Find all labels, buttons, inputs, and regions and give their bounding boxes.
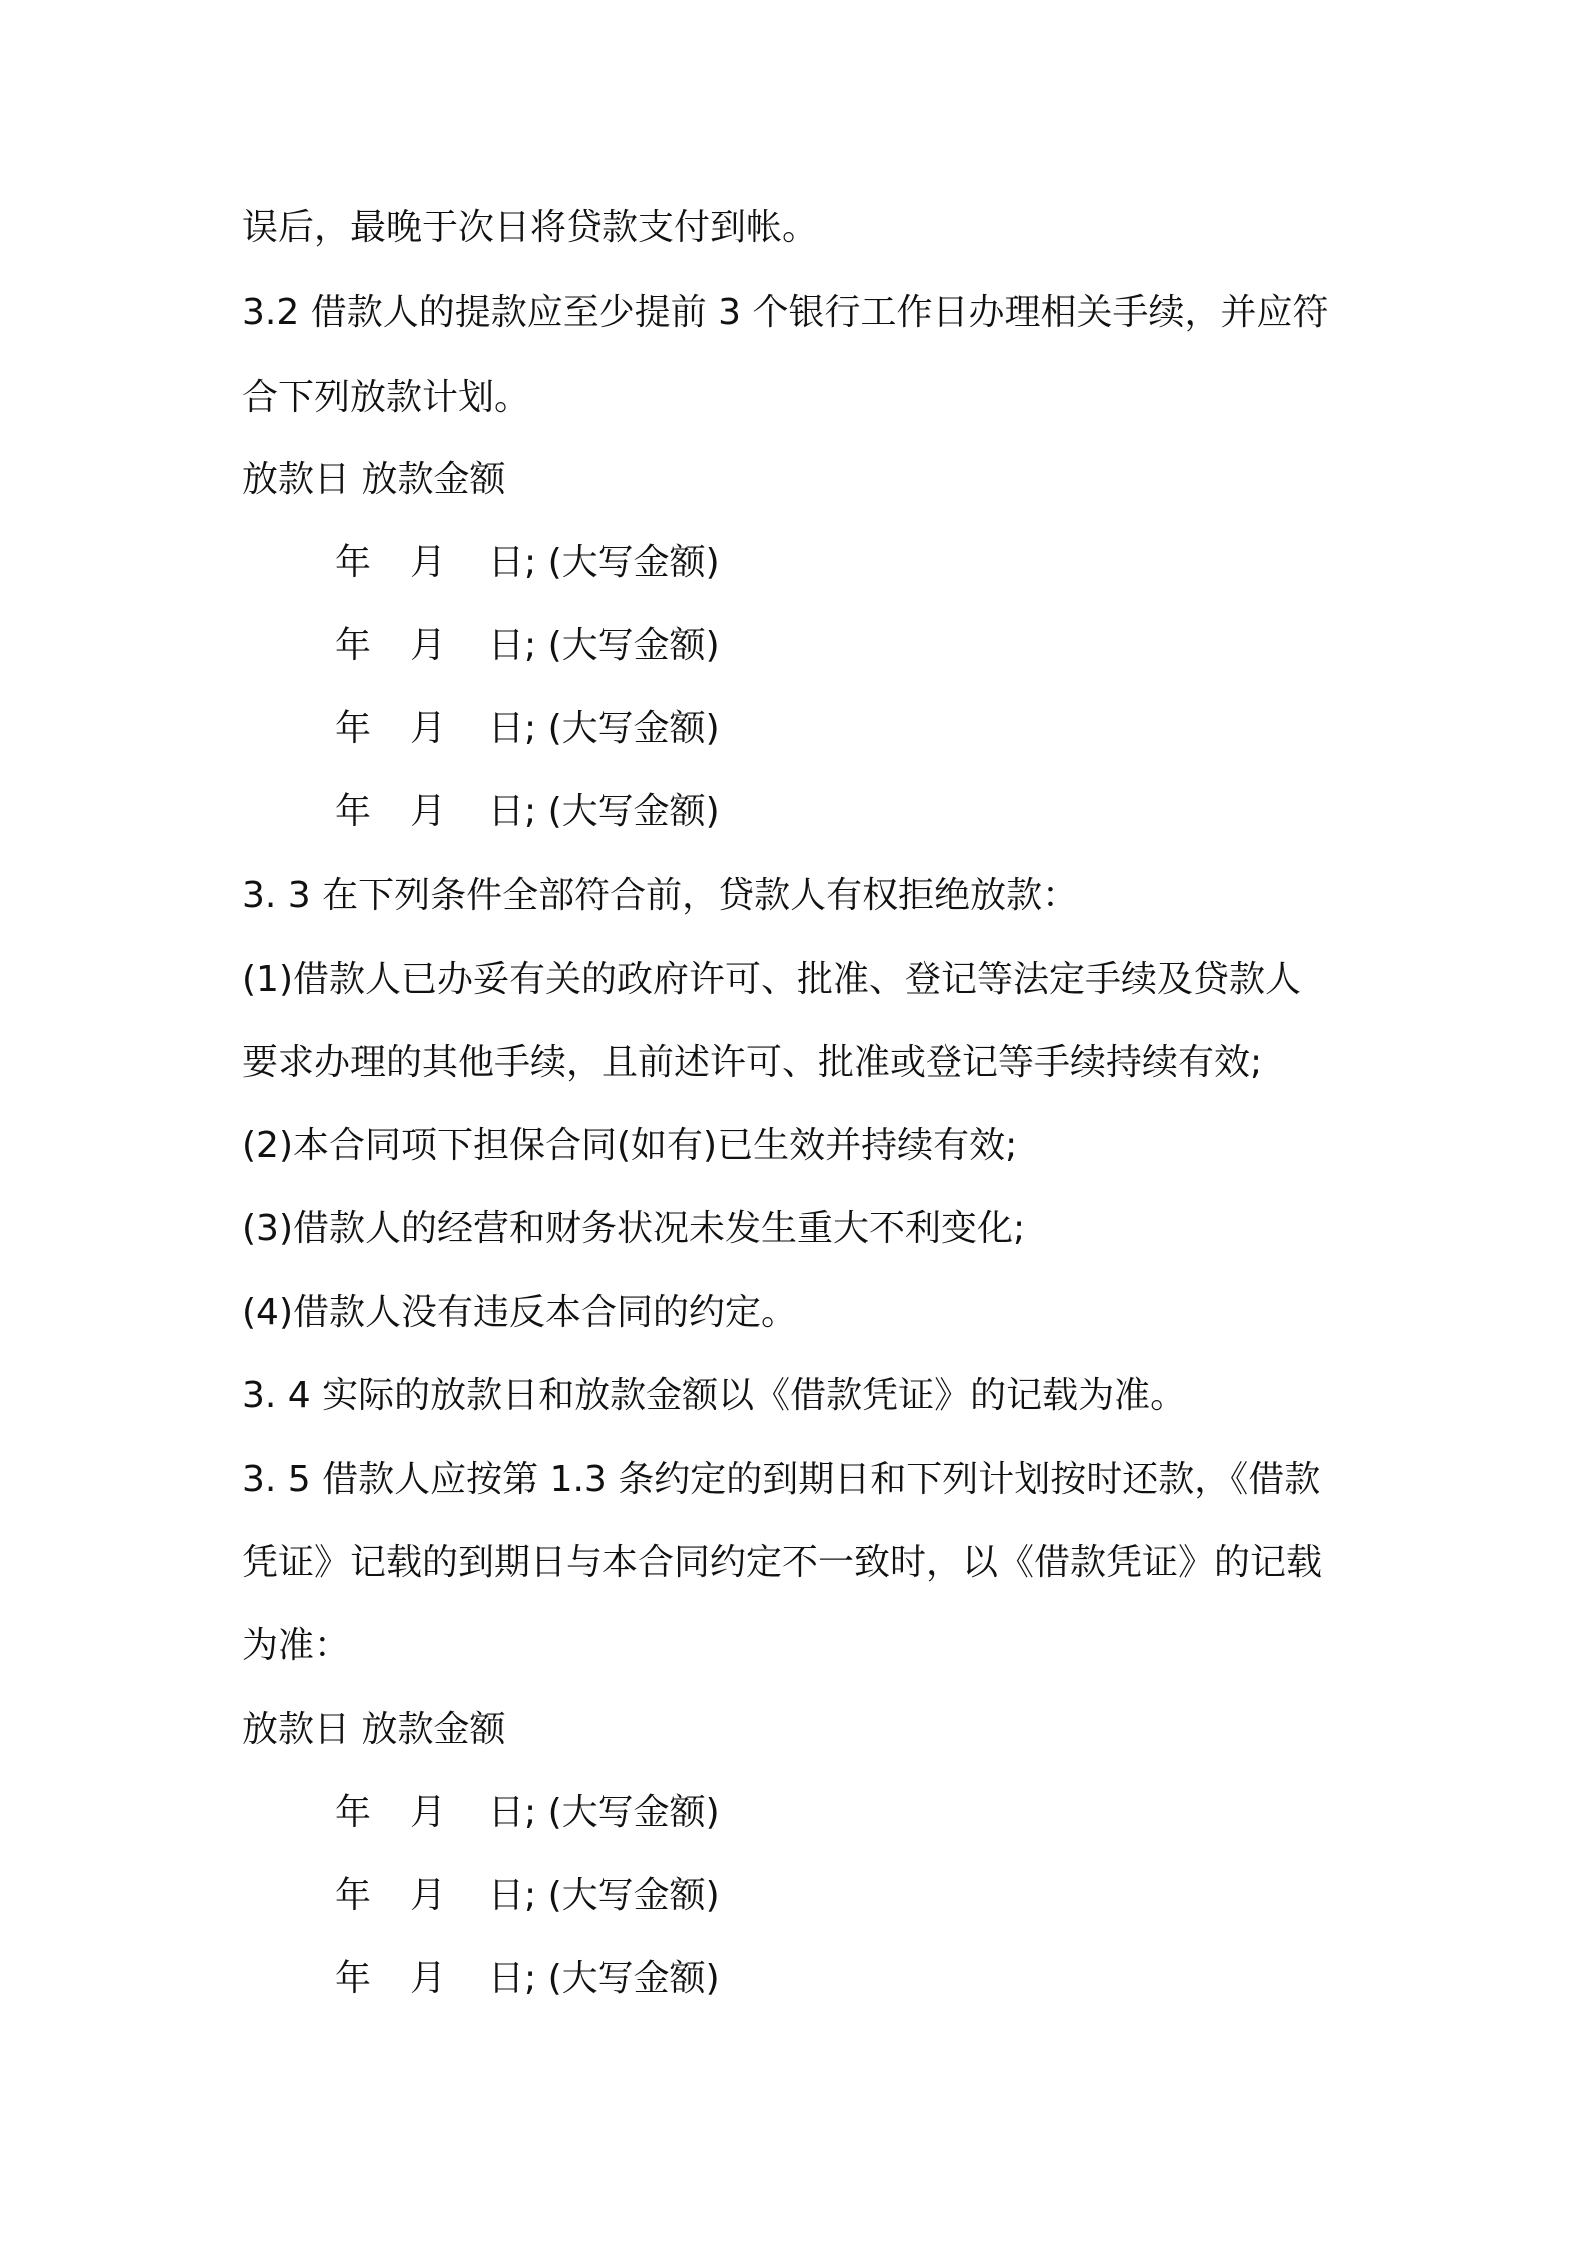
year-label: 年 bbox=[335, 708, 372, 749]
condition-1-line-1: (1)借款人已办妥有关的政府许可、批准、登记等法定手续及贷款人 bbox=[242, 959, 1301, 1000]
day-amount-label: 日; (大写金额) bbox=[488, 791, 720, 832]
condition-2: (2)本合同项下担保合同(如有)已生效并持续有效; bbox=[242, 1125, 1018, 1166]
month-label: 月 bbox=[410, 1792, 447, 1833]
day-amount-label: 日; (大写金额) bbox=[488, 625, 720, 666]
section-3-4: 3. 4 实际的放款日和放款金额以《借款凭证》的记载为准。 bbox=[242, 1375, 1187, 1416]
section-3-3: 3. 3 在下列条件全部符合前，贷款人有权拒绝放款： bbox=[242, 875, 1079, 916]
year-label: 年 bbox=[335, 791, 372, 832]
month-label: 月 bbox=[410, 791, 447, 832]
condition-4: (4)借款人没有违反本合同的约定。 bbox=[242, 1292, 797, 1333]
day-amount-label: 日; (大写金额) bbox=[488, 1958, 720, 1999]
schedule-header: 放款日 放款金额 bbox=[242, 459, 506, 500]
section-3-5-line-1: 3. 5 借款人应按第 1.3 条约定的到期日和下列计划按时还款，《借款 bbox=[242, 1459, 1321, 1500]
day-amount-label: 日; (大写金额) bbox=[488, 542, 720, 583]
text-line: 误后，最晚于次日将贷款支付到帐。 bbox=[242, 207, 819, 248]
year-label: 年 bbox=[335, 1792, 372, 1833]
year-label: 年 bbox=[335, 542, 372, 583]
month-label: 月 bbox=[410, 625, 447, 666]
day-amount-label: 日; (大写金额) bbox=[488, 1875, 720, 1916]
year-label: 年 bbox=[335, 625, 372, 666]
year-label: 年 bbox=[335, 1958, 372, 1999]
schedule-header: 放款日 放款金额 bbox=[242, 1709, 506, 1750]
day-amount-label: 日; (大写金额) bbox=[488, 708, 720, 749]
section-3-5-line-2: 凭证》记载的到期日与本合同约定不一致时，以《借款凭证》的记载 bbox=[242, 1542, 1323, 1583]
month-label: 月 bbox=[410, 1875, 447, 1916]
condition-1-line-2: 要求办理的其他手续，且前述许可、批准或登记等手续持续有效; bbox=[242, 1042, 1263, 1083]
month-label: 月 bbox=[410, 1958, 447, 1999]
condition-3: (3)借款人的经营和财务状况未发生重大不利变化; bbox=[242, 1208, 1026, 1249]
month-label: 月 bbox=[410, 708, 447, 749]
section-3-2-line-1: 3.2 借款人的提款应至少提前 3 个银行工作日办理相关手续，并应符 bbox=[242, 292, 1329, 333]
day-amount-label: 日; (大写金额) bbox=[488, 1792, 720, 1833]
year-label: 年 bbox=[335, 1875, 372, 1916]
month-label: 月 bbox=[410, 542, 447, 583]
section-3-2-line-2: 合下列放款计划。 bbox=[242, 377, 531, 418]
section-3-5-line-3: 为准： bbox=[242, 1625, 351, 1666]
